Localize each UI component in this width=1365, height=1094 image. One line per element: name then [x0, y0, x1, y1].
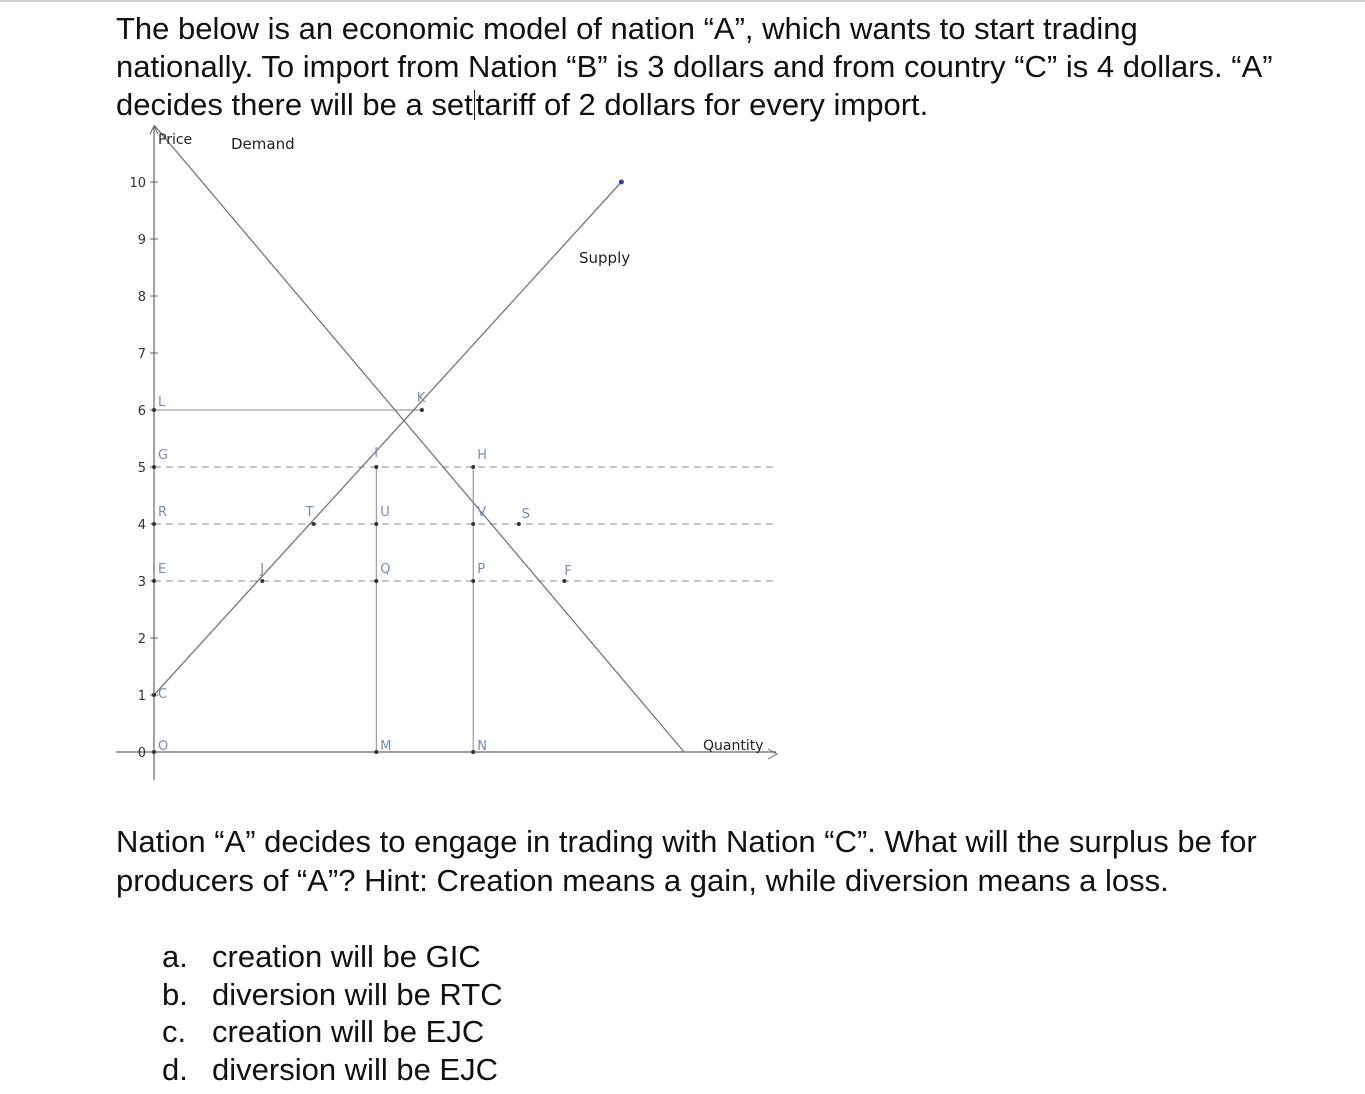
point-label-E: E — [158, 562, 167, 577]
point-label-F: F — [564, 564, 572, 579]
point-Q — [374, 579, 378, 583]
y-tick-label-4: 4 — [137, 518, 146, 533]
intro-line-3b: tariff of 2 dollars for every import. — [475, 87, 929, 122]
question-line-1: Nation “A” decides to engage in trading with Nation “C”. What will the surplus be for — [116, 824, 1257, 859]
option-b-text: diversion will be RTC — [212, 976, 503, 1012]
y-tick-label-7: 7 — [137, 347, 146, 362]
y-tick-label-5: 5 — [137, 461, 146, 476]
demand-curve — [154, 125, 684, 752]
question-paragraph — [116, 822, 1356, 900]
point-T — [312, 522, 316, 526]
demand-label: Demand — [231, 135, 295, 153]
point-M — [374, 750, 378, 754]
supply-label: Supply — [579, 249, 631, 267]
intro-line-1: The below is an economic model of nation “A”, which wants to start trading — [116, 11, 1138, 46]
intro-line-3a: decides there will be a set — [116, 87, 473, 122]
supply-curve — [154, 182, 621, 695]
point-K — [420, 408, 424, 412]
option-d-letter: d. — [162, 1051, 188, 1087]
point-label-N: N — [477, 739, 487, 754]
option-b-letter: b. — [162, 976, 188, 1012]
point-label-I: I — [374, 446, 379, 461]
point-J — [260, 579, 264, 583]
point-O — [152, 750, 156, 754]
point-L — [152, 408, 156, 412]
option-d[interactable] — [162, 1051, 503, 1089]
point-P — [471, 579, 475, 583]
supply-endpoint — [619, 180, 624, 185]
point-label-P: P — [477, 562, 486, 577]
point-F — [562, 579, 566, 583]
option-c[interactable] — [162, 1013, 503, 1051]
point-S — [517, 522, 521, 526]
point-label-Q: Q — [380, 562, 391, 577]
option-c-text: creation will be EJC — [212, 1014, 485, 1049]
y-tick-label-3: 3 — [137, 575, 146, 590]
point-label-S: S — [521, 507, 531, 522]
y-tick-label-0: 0 — [137, 746, 146, 761]
point-label-H: H — [477, 448, 487, 463]
answer-options — [162, 938, 503, 1088]
point-V — [471, 522, 475, 526]
x-axis-label: Quantity — [703, 738, 764, 754]
option-c-letter: c. — [162, 1014, 187, 1049]
option-a[interactable] — [162, 938, 503, 976]
y-tick-label-8: 8 — [137, 290, 146, 305]
point-label-J: J — [260, 562, 265, 577]
point-label-R: R — [158, 505, 168, 520]
point-label-V: V — [477, 505, 487, 520]
option-a-letter: a. — [162, 939, 188, 974]
point-H — [471, 465, 475, 469]
point-label-K: K — [416, 391, 426, 406]
option-d-text: diversion will be EJC — [212, 1051, 498, 1087]
point-label-M: M — [380, 739, 392, 754]
point-label-T: T — [305, 505, 314, 520]
y-tick-label-9: 9 — [137, 233, 146, 248]
point-G — [152, 465, 156, 469]
option-a-text: creation will be GIC — [212, 939, 481, 974]
y-tick-label-10: 10 — [129, 176, 146, 191]
y-tick-label-2: 2 — [137, 632, 146, 647]
x-axis-arrow — [768, 749, 777, 759]
point-E — [152, 579, 156, 583]
point-C — [152, 693, 156, 697]
point-I — [374, 465, 378, 469]
point-label-L: L — [158, 395, 166, 410]
point-label-C: C — [158, 687, 168, 702]
point-label-G: G — [158, 448, 169, 463]
point-U — [374, 522, 378, 526]
y-tick-label-6: 6 — [137, 404, 146, 419]
question-line-2: producers of “A”? Hint: Creation means a gain, while diversion means a loss. — [116, 863, 1169, 898]
point-label-O: O — [158, 739, 169, 754]
y-tick-label-1: 1 — [137, 689, 146, 704]
option-b[interactable] — [162, 976, 503, 1014]
point-R — [152, 522, 156, 526]
intro-line-2: nationally. To import from Nation “B” is 3 dollars and from country “C” is 4 dollars. “A” — [116, 49, 1273, 84]
y-axis-label: Price — [158, 132, 193, 148]
point-label-U: U — [380, 505, 390, 520]
point-N — [471, 750, 475, 754]
